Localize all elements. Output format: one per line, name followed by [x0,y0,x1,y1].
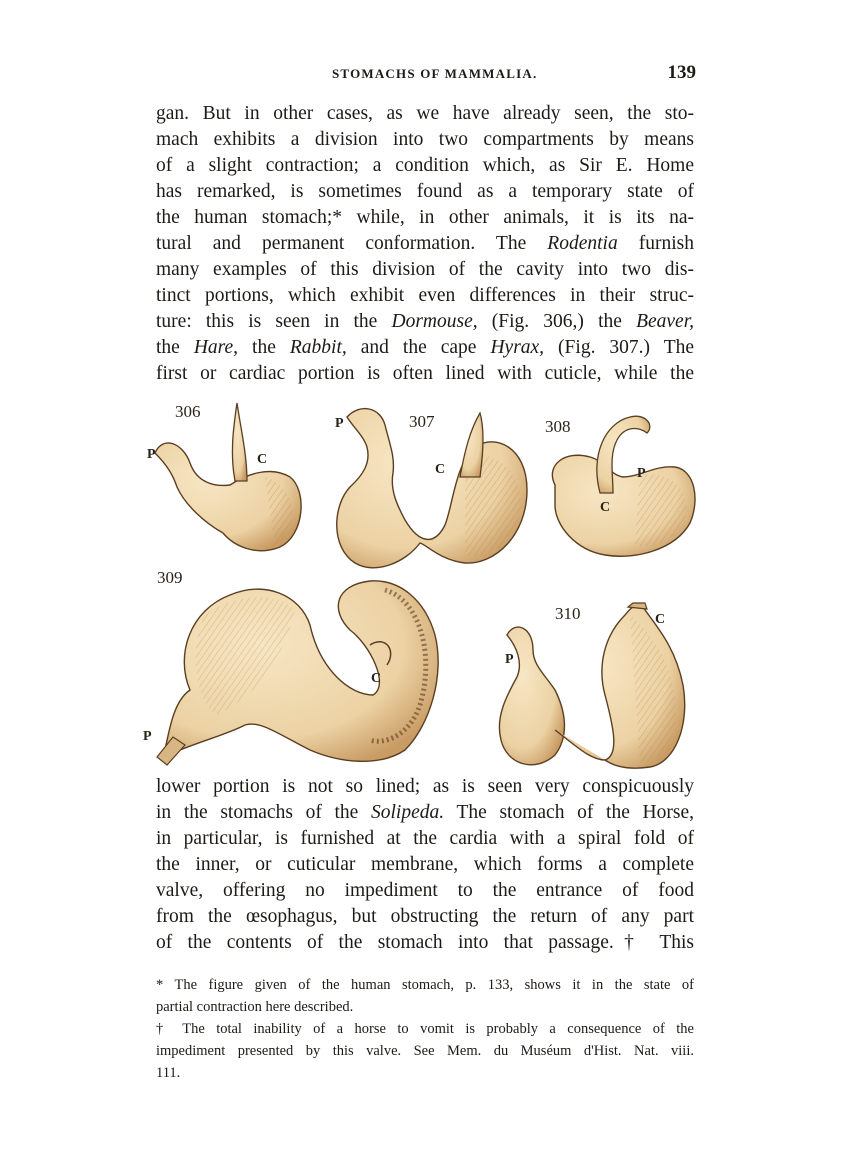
figure-number: 307 [409,412,435,431]
figure-number: 308 [545,417,571,436]
figure-plate [135,395,700,775]
figure-306 [147,402,301,551]
text-line: tinct portions, which exhibit even differences in their struc- [156,285,694,306]
cardia-label: C [600,500,611,515]
italic-term: Hyrax, [490,337,545,358]
footnote-line: impediment presented by this valve. See Mem. du Muséum d'Hist. Nat. viii. [156,1043,694,1059]
footnote-line: 111. [156,1065,181,1081]
text-line: from the œsophagus, but obstructing the return of any part [156,906,694,927]
pylorus-label: P [637,466,646,481]
text-line: valve, offering no impediment to the entrance of food [156,880,694,901]
figure-307 [335,409,527,568]
text-line: many examples of this division of the cavity into two dis- [156,259,694,280]
figure-number: 310 [555,604,581,623]
text-line: gan. But in other cases, as we have already seen, the sto- [156,103,694,124]
line-text: furnish [617,233,694,254]
italic-term: Hare, [193,337,239,358]
line-text: The stomach of the Horse, [444,802,694,823]
top-paragraph [156,101,694,387]
text-line: the inner, or cuticular membrane, which forms a complete [156,854,694,875]
cardia-label: C [257,452,268,467]
running-title: STOMACHS OF MAMMALIA. [332,66,538,81]
italic-term: Dormouse, [391,311,478,332]
pylorus-label: P [335,416,344,431]
page-header [150,62,700,86]
line-text: in the stomachs of the [156,802,372,823]
cardia-label: C [435,462,446,477]
text-line: mach exhibits a division into two compartments by means [156,129,694,150]
footnote-line: partial contraction here described. [156,999,354,1015]
footnote-line: * The figure given of the human stomach, p. 133, shows it in the state of [156,977,694,993]
text-line: of the contents of the stomach into that passage.† This [156,932,694,953]
text-line: lower portion is not so lined; as is seen very conspicuously [156,776,694,797]
line-text: the [156,337,194,358]
line-text: (Fig. 306,) the [477,311,637,332]
text-line [156,800,694,826]
oesophagus [460,413,483,477]
pylorus-label: P [147,447,156,462]
stomach-illustrations [135,395,700,775]
footnotes [156,974,694,1084]
text-line: of a slight contraction; a condition which, as Sir E. Home [156,155,694,176]
line-text: (Fig. 307.) The [544,337,695,358]
pylorus-label: P [143,729,152,744]
footnote-line: † The total inability of a horse to vomit is probably a consequence of the [156,1021,694,1037]
cardia-label: C [371,671,382,686]
pylorus-label: P [505,652,514,667]
text-line: in particular, is furnished at the cardia with a spiral fold of [156,828,694,849]
text-line: has remarked, is sometimes found as a temporary state of [156,181,694,202]
italic-term: Solipeda. [371,802,445,823]
bottom-paragraph [156,774,694,956]
page-number: 139 [667,62,696,83]
text-line [156,335,694,361]
line-text: and the cape [346,337,491,358]
italic-term: Beaver, [636,311,694,332]
text-line [156,309,694,335]
line-text: ture: this is seen in the [156,311,392,332]
text-line [156,231,694,257]
line-text: tural and permanent conformation. The [156,233,548,254]
oesophagus [232,403,247,481]
line-text: the [238,337,290,358]
text-line: first or cardiac portion is often lined with cuticle, while the [156,363,694,384]
italic-term: Rodentia [547,233,618,254]
figure-number: 309 [157,568,183,587]
cardia-label: C [655,612,666,627]
pyloric-sac [499,627,564,765]
italic-term: Rabbit, [289,337,347,358]
figure-number: 306 [175,402,201,421]
figure-309 [143,568,438,765]
text-line: the human stomach;* while, in other animals, it is its na- [156,207,694,228]
figure-308 [545,416,695,556]
figure-310 [499,603,684,768]
